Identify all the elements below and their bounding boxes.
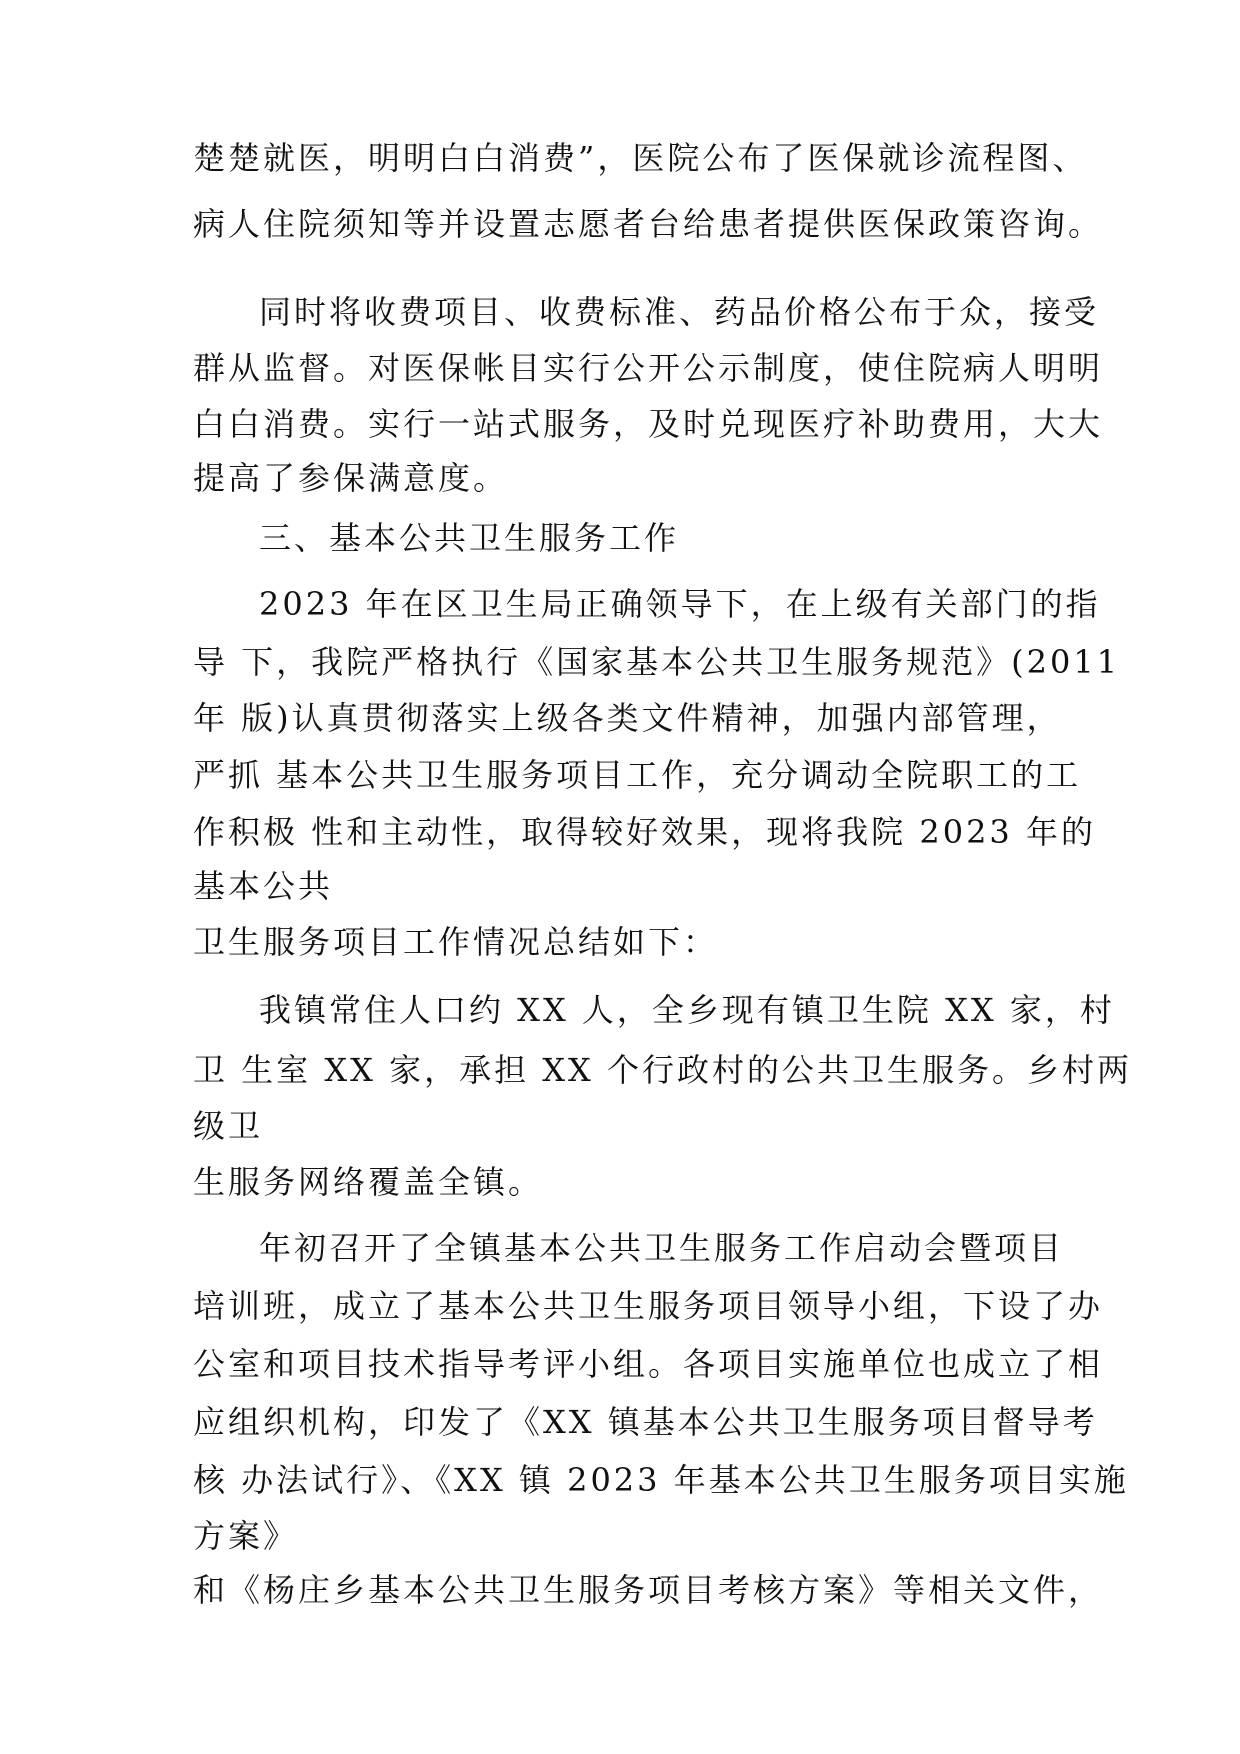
section-heading: 三、基本公共卫生服务工作 <box>259 519 680 557</box>
text-line: 应组织机构，印发了《XX 镇基本公共卫生服务项目督导考 <box>193 1403 1098 1441</box>
text-line: 和《杨庄乡基本公共卫生服务项目考核方案》等相关文件， <box>193 1571 1104 1609</box>
text-line: 公室和项目技术指导考评小组。各项目实施单位也成立了相 <box>193 1345 1104 1383</box>
text-line: 生服务网络覆盖全镇。 <box>193 1163 544 1201</box>
text-line: 导 下，我院严格执行《国家基本公共卫生服务规范》(2011 <box>193 643 1121 681</box>
text-line: 楚楚就医，明明白白消费”，医院公布了医保就诊流程图、 <box>193 139 1088 177</box>
text-line: 作积极 性和主动性，取得较好效果，现将我院 2023 年的 <box>193 813 1096 851</box>
text-line: 2023 年在区卫生局正确领导下，在上级有关部门的指 <box>259 585 1101 623</box>
text-line: 同时将收费项目、收费标准、药品价格公布于众，接受 <box>259 293 1100 331</box>
text-line: 培训班，成立了基本公共卫生服务项目领导小组，下设了办 <box>193 1287 1104 1325</box>
text-line: 年初召开了全镇基本公共卫生服务工作启动会暨项目 <box>259 1229 1065 1267</box>
text-line: 白白消费。实行一站式服务，及时兑现医疗补助费用，大大 <box>193 405 1104 443</box>
text-line: 年 版)认真贯彻落实上级各类文件精神，加强内部管理， <box>193 699 1062 737</box>
text-line: 我镇常住人口约 XX 人，全乡现有镇卫生院 XX 家，村 <box>259 991 1115 1029</box>
text-line: 提高了参保满意度。 <box>193 459 509 497</box>
text-line: 病人住院须知等并设置志愿者台给患者提供医保政策咨询。 <box>193 205 1104 243</box>
text-line: 级卫 <box>193 1107 264 1145</box>
text-line: 严抓 基本公共卫生服务项目工作，充分调动全院职工的工 <box>193 756 1082 794</box>
text-line: 卫 生室 XX 家，承担 XX 个行政村的公共卫生服务。乡村两 <box>193 1051 1132 1089</box>
text-line: 方案》 <box>193 1517 299 1555</box>
text-line: 基本公共 <box>193 867 334 905</box>
text-line: 卫生服务项目工作情况总结如下： <box>193 923 719 961</box>
text-line: 群从监督。对医保帐目实行公开公示制度，使住院病人明明 <box>193 349 1104 387</box>
text-line: 核 办法试行》、《XX 镇 2023 年基本公共卫生服务项目实施 <box>193 1461 1129 1499</box>
